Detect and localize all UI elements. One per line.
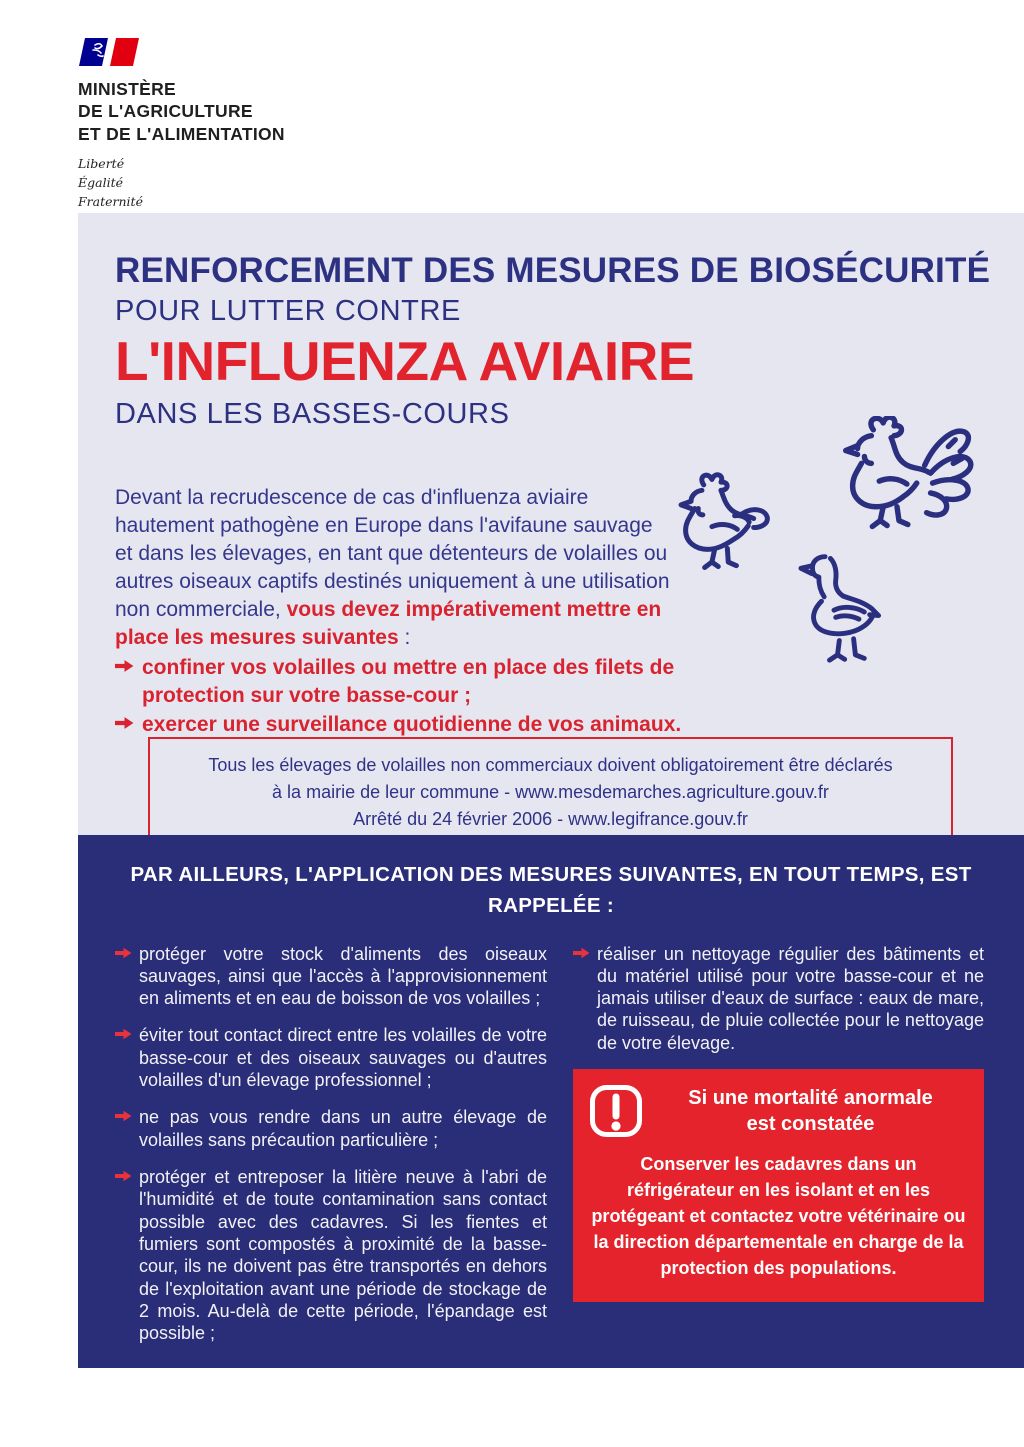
poultry-illustration [662, 416, 982, 701]
arrow-bullet-icon [115, 947, 132, 959]
hero-bullet-text: confiner vos volailles ou mettre en place des filets de protection sur votre basse-cour ; [142, 656, 675, 707]
alert-header [589, 1084, 968, 1138]
goose-icon [784, 538, 900, 694]
arrow-bullet-icon [115, 1028, 132, 1040]
title-line-1: RENFORCEMENT DES MESURES DE BIOSÉCURITÉ [115, 251, 991, 290]
measure-bullet [115, 1106, 547, 1151]
measure-bullet [115, 943, 547, 1010]
measure-bullet-text: éviter tout contact direct entre les volailles de votre basse-cour et des oiseaux sauvages ou d'autres volailles d'un élevage professionnel ; [139, 1025, 547, 1091]
arrow-bullet-icon [115, 1110, 132, 1122]
measure-bullet-text: ne pas vous rendre dans un autre élevage de volailles sans précaution particulière ; [139, 1107, 547, 1150]
measures-bullet-list-left [115, 943, 547, 1345]
government-header [78, 36, 285, 211]
measures-heading: PAR AILLEURS, L'APPLICATION DES MESURES SUIVANTES, EN TOUT TEMPS, EST RAPPELÉE : [130, 863, 972, 917]
hero-bullet [115, 711, 690, 738]
declaration-line: à la mairie de leur commune - www.mesdemarches.agriculture.gouv.fr [272, 782, 829, 802]
republic-motto [78, 155, 285, 211]
alert-title-line: Si une mortalité anormale [688, 1087, 933, 1110]
intro-text: Devant la recrudescence de cas d'influenza aviaire hautement pathogène en Europe dans l'avifaune sauvage et dans les élevages, en tant que détenteurs de volailles ou autres oiseaux captifs destinés uniquement à une utilisation non commerciale, [115, 485, 670, 622]
measures-column-left [115, 943, 547, 1360]
measure-bullet-text: protéger votre stock d'aliments des oiseaux sauvages, ainsi que l'accès à l'approvisionnement en aliments et en eau de boisson de vos volailles ; [139, 943, 547, 1009]
hero-bullet-text: exercer une surveillance quotidienne de vos animaux. [142, 712, 682, 736]
measure-bullet [573, 943, 984, 1055]
exclamation-icon [589, 1084, 643, 1138]
measures-bullet-list-right [573, 943, 984, 1055]
arrow-bullet-icon [115, 659, 134, 673]
ministry-name [78, 78, 285, 145]
title-line-4: DANS LES BASSES-COURS [115, 398, 510, 431]
ministry-line: ET DE L'ALIMENTATION [78, 123, 285, 144]
motto-line: Liberté [78, 156, 125, 172]
arrow-bullet-icon [573, 947, 590, 959]
hero-bullet-list [115, 654, 690, 738]
motto-line: Égalité [78, 174, 123, 190]
declaration-notice-box [148, 737, 953, 848]
declaration-line: Arrêté du 24 février 2006 - www.legifrance.gouv.fr [353, 809, 748, 829]
title-line-3: L'INFLUENZA AVIAIRE [115, 329, 695, 392]
measures-columns [78, 922, 1024, 1360]
alert-body-text: Conserver les cadavres dans un réfrigérateur en les isolant et en les protégeant et contactez votre vétérinaire ou la direction départementale en charge de la protection des populations. [591, 1154, 966, 1279]
measure-bullet [115, 1166, 547, 1345]
arrow-bullet-icon [173, 1389, 195, 1404]
alert-title [653, 1085, 968, 1137]
info-strategy-link[interactable]: http://agriculture.gouv.fr/influenza-aviaire-strategie-de-gestion-dune-crise-sanitaire [204, 1383, 930, 1406]
arrow-bullet-icon [115, 716, 134, 730]
mortality-alert-box [573, 1069, 984, 1301]
declaration-line: Tous les élevages de volailles non commerciaux doivent obligatoirement être déclarés [208, 755, 893, 775]
measure-bullet [115, 1024, 547, 1091]
hero-panel [78, 213, 1024, 835]
french-flag-icon [78, 36, 144, 68]
motto-line: Fraternité [78, 193, 143, 209]
measure-bullet-text: protéger et entreposer la litière neuve à l'abri de l'humidité et de toute contamination sans contact possible avec des cadavres. Si les fientes et fumiers sont compostés à proximité de la basse-cour, ils ne doivent pas être transportés en dehors de l'exploitation avant une période de stockage de 2 mois. Au-delà de cette période, l'épandage est possible ; [139, 1167, 547, 1344]
hen-icon [662, 464, 780, 592]
measures-column-right [573, 943, 984, 1360]
measure-bullet-text: réaliser un nettoyage régulier des bâtiments et du matériel utilisé pour votre basse-cour et ne jamais utiliser d'eaux de surface : eaux de mare, de ruisseau, de pluie collectée pour le nettoyage de votre élevage. [597, 943, 984, 1053]
title-line-2: POUR LUTTER CONTRE [115, 295, 461, 328]
alert-title-line: est constatée [746, 1113, 875, 1136]
intro-emphasis: vous devez impérativement mettre en place les mesures suivantes [115, 598, 662, 650]
intro-paragraph [115, 484, 675, 653]
footer-link-row [78, 1384, 1024, 1407]
measures-panel [78, 835, 1024, 1406]
hero-bullet [115, 654, 690, 709]
intro-colon: : [398, 626, 411, 650]
ministry-line: DE L'AGRICULTURE [78, 101, 253, 122]
arrow-bullet-icon [115, 1170, 132, 1182]
ministry-line: MINISTÈRE [78, 79, 176, 99]
